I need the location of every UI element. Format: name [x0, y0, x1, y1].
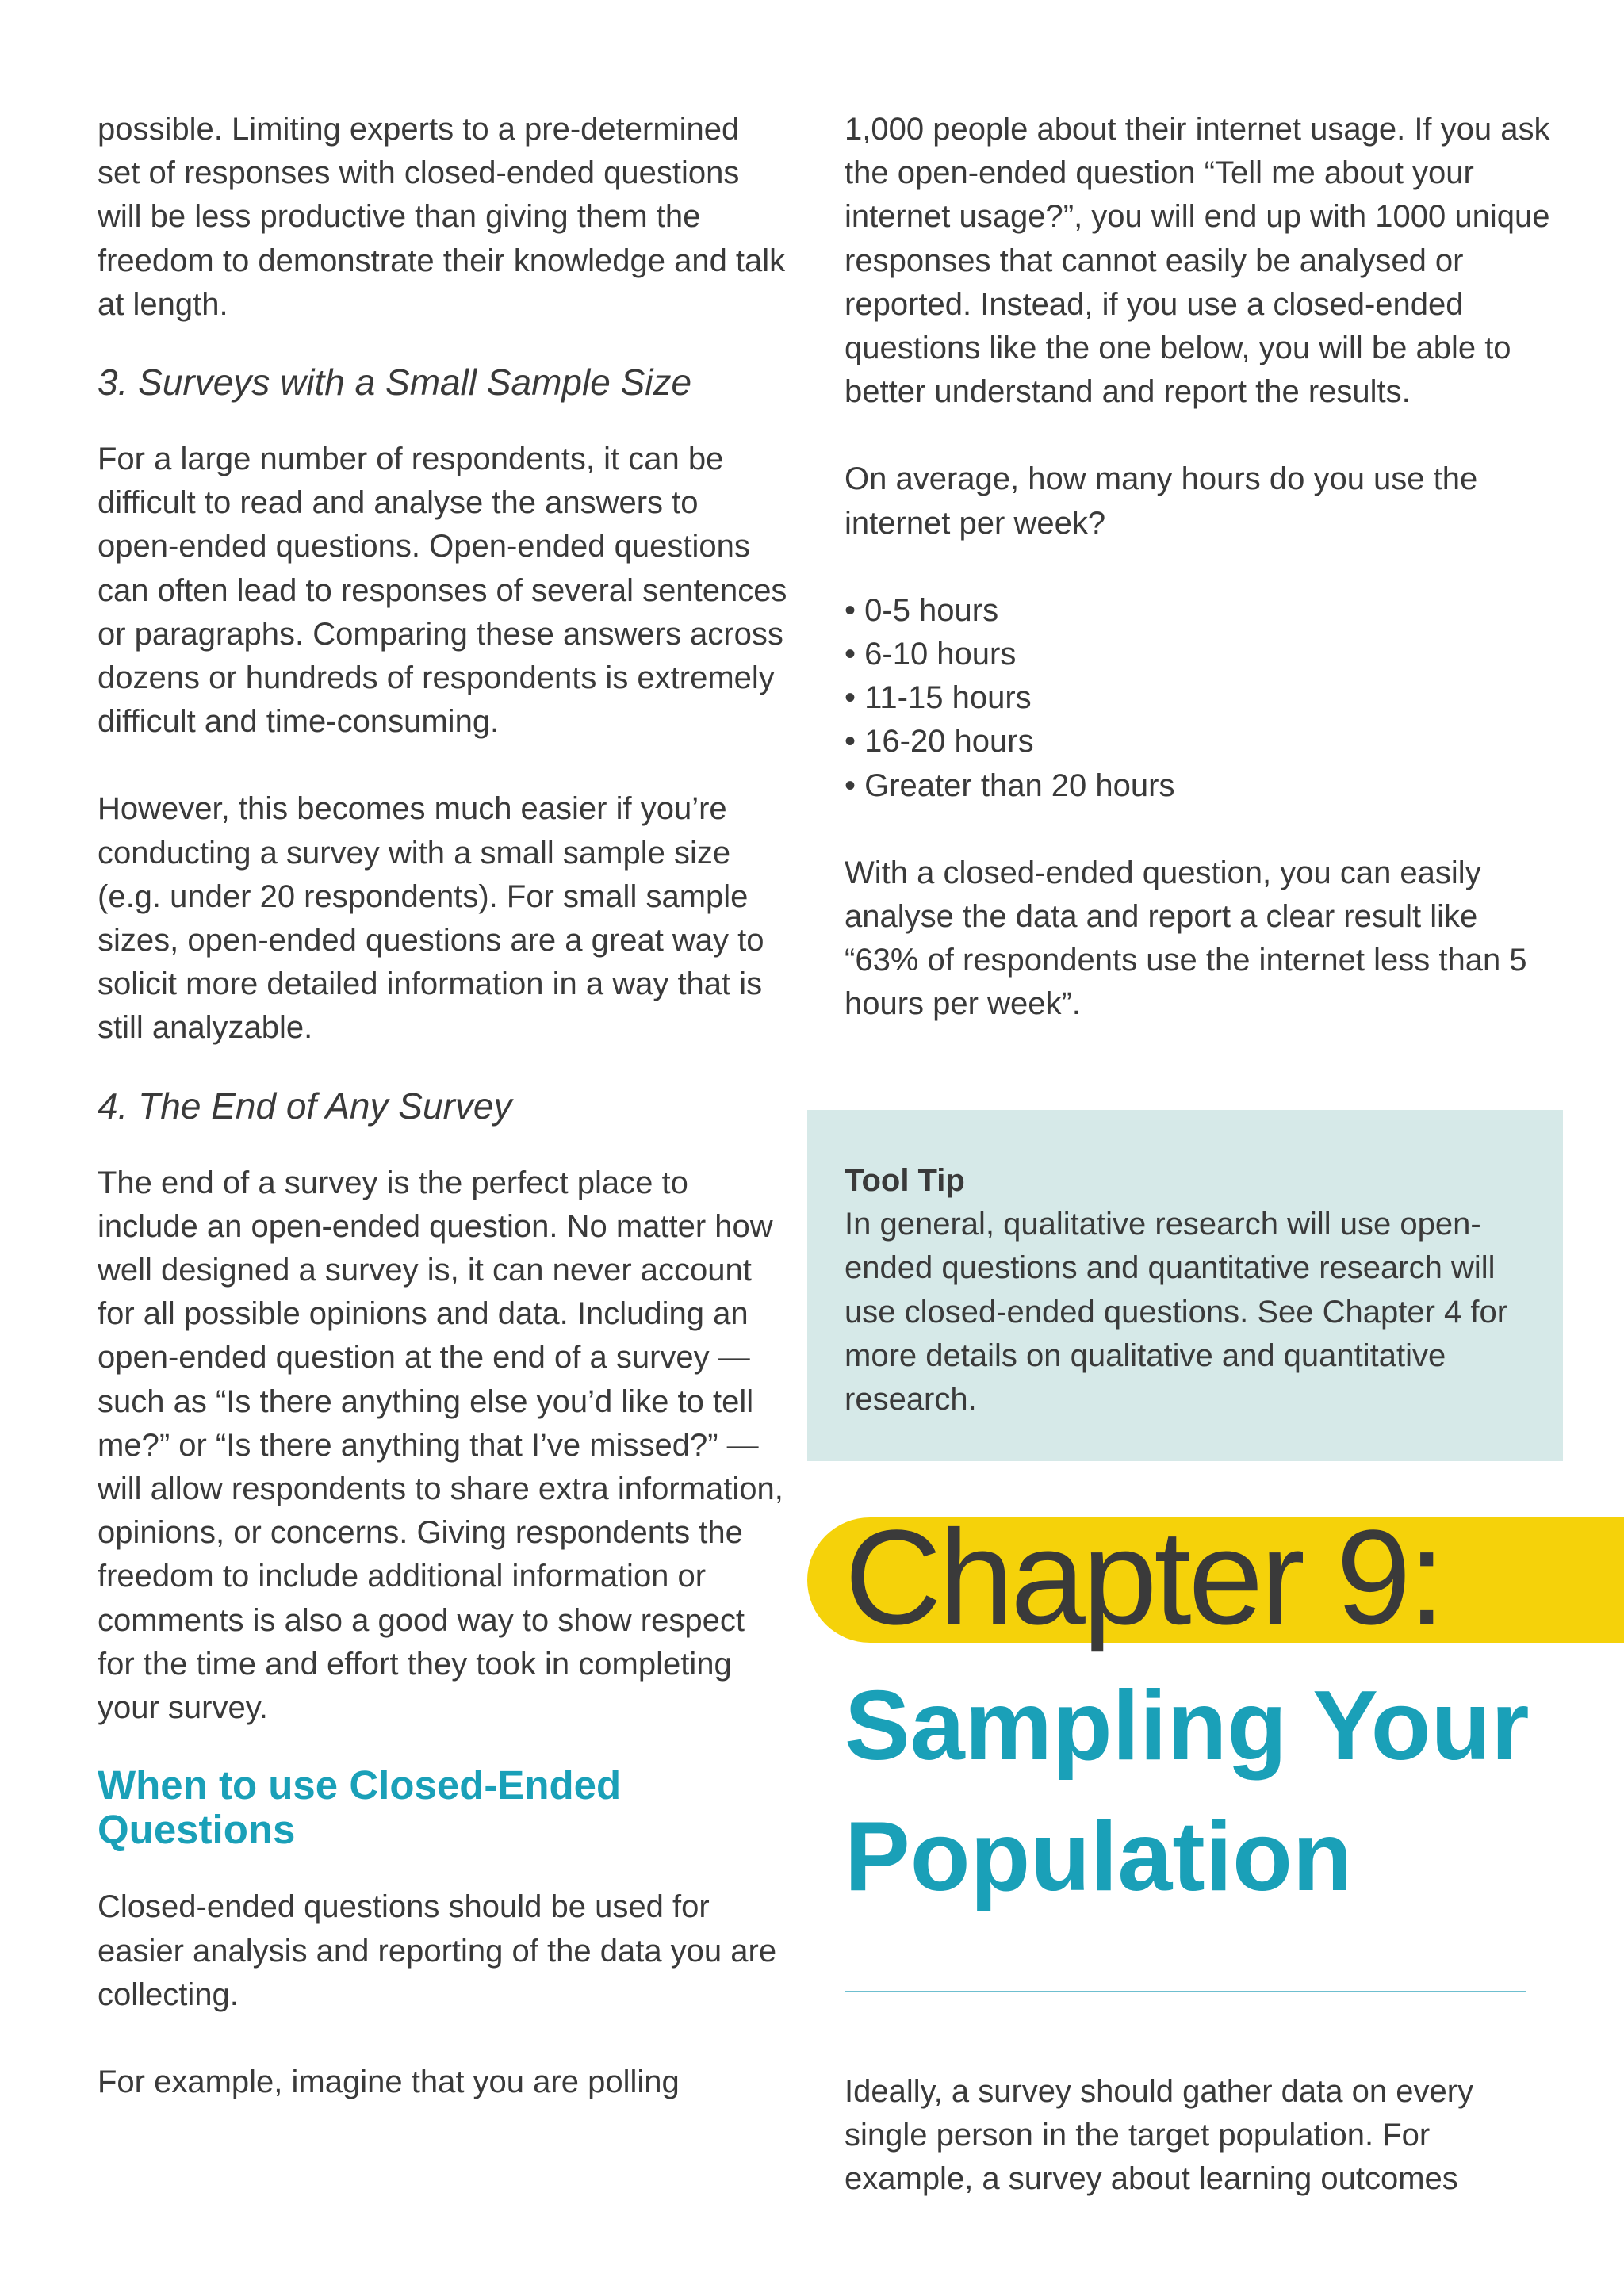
- answer-option: • Greater than 20 hours: [845, 764, 1550, 808]
- chapter-title: Sampling Your Population: [845, 1671, 1530, 1911]
- chapter-intro: [845, 2070, 1550, 2202]
- continuation-paragraph: 1,000 people about their internet usage. If you ask the open-ended question “Tell me about your internet usage?”, you will end up with 1000 unique responses that cannot easily be analysed or reported. Instead, if you use a closed-ended questions like the one below, you will be able to better understand and report the results.: [845, 112, 1550, 410]
- section4-paragraph: The end of a survey is the perfect place to include an open-ended question. No matter how well designed a survey is, it can never account for all possible opinions and data. Including an open-ended question at the end of a survey — such as “Is there anything else you’d like to tell me?” or “Is there anything that I’ve missed?” — will allow respondents to share extra information, opinions, or concerns. Giving respondents the freedom to include additional information or comments is also a good way to show respect for the time and effort they took in completing your survey.: [98, 1165, 783, 1726]
- intro-paragraph: possible. Limiting experts to a pre-determined set of responses with closed-ended questions will be less productive than giving them the freedom to demonstrate their knowledge and talk at length.: [98, 112, 786, 322]
- result-paragraph: With a closed-ended question, you can easily analyse the data and report a clear result like “63% of respondents use the internet less than 5 hours per week”.: [845, 855, 1527, 1022]
- section-divider: [845, 1991, 1526, 1992]
- tool-tip-title: Tool Tip: [845, 1163, 965, 1198]
- closed-ended-paragraph-1: Closed-ended questions should be used for easier analysis and reporting of the data you are collecting.: [98, 1889, 777, 2012]
- right-column: [845, 108, 1550, 1027]
- section3-paragraph-2: However, this becomes much easier if you’re conducting a survey with a small sample size (e.g. under 20 respondents). For small sample sizes, open-ended questions are a great way to solicit more detailed information in a way that is still analyzable.: [98, 791, 764, 1046]
- section3-heading: 3. Surveys with a Small Sample Size: [98, 362, 692, 404]
- survey-question: On average, how many hours do you use the internet per week?: [845, 461, 1478, 541]
- chapter-label: Chapter 9:: [845, 1502, 1442, 1653]
- section3-paragraph-1: For a large number of respondents, it can be difficult to read and analyse the answers to open-ended questions. Open-ended questions can often lead to responses of several sentences or paragraphs. Comparing these answers across dozens or hundreds of respondents is extremely difficult and time-consuming.: [98, 442, 787, 740]
- left-column: [98, 108, 787, 2104]
- tool-tip-box: [807, 1110, 1563, 1461]
- answer-options-list: [845, 589, 1550, 808]
- answer-option: • 0-5 hours: [845, 589, 1550, 633]
- closed-ended-paragraph-2: For example, imagine that you are polling: [98, 2064, 680, 2099]
- chapter-intro-paragraph: Ideally, a survey should gather data on every single person in the target population. For example, a survey about learning outcomes: [845, 2074, 1474, 2197]
- section4-heading: 4. The End of Any Survey: [98, 1085, 512, 1127]
- tool-tip-body: In general, qualitative research will use open-ended questions and quantitative research will use closed-ended questions. See Chapter 4 for more details on qualitative and quantitative research.: [845, 1207, 1508, 1418]
- answer-option: • 16-20 hours: [845, 720, 1550, 763]
- answer-option: • 6-10 hours: [845, 633, 1550, 676]
- closed-ended-heading: When to use Closed-Ended Questions: [98, 1762, 622, 1853]
- answer-option: • 11-15 hours: [845, 676, 1550, 720]
